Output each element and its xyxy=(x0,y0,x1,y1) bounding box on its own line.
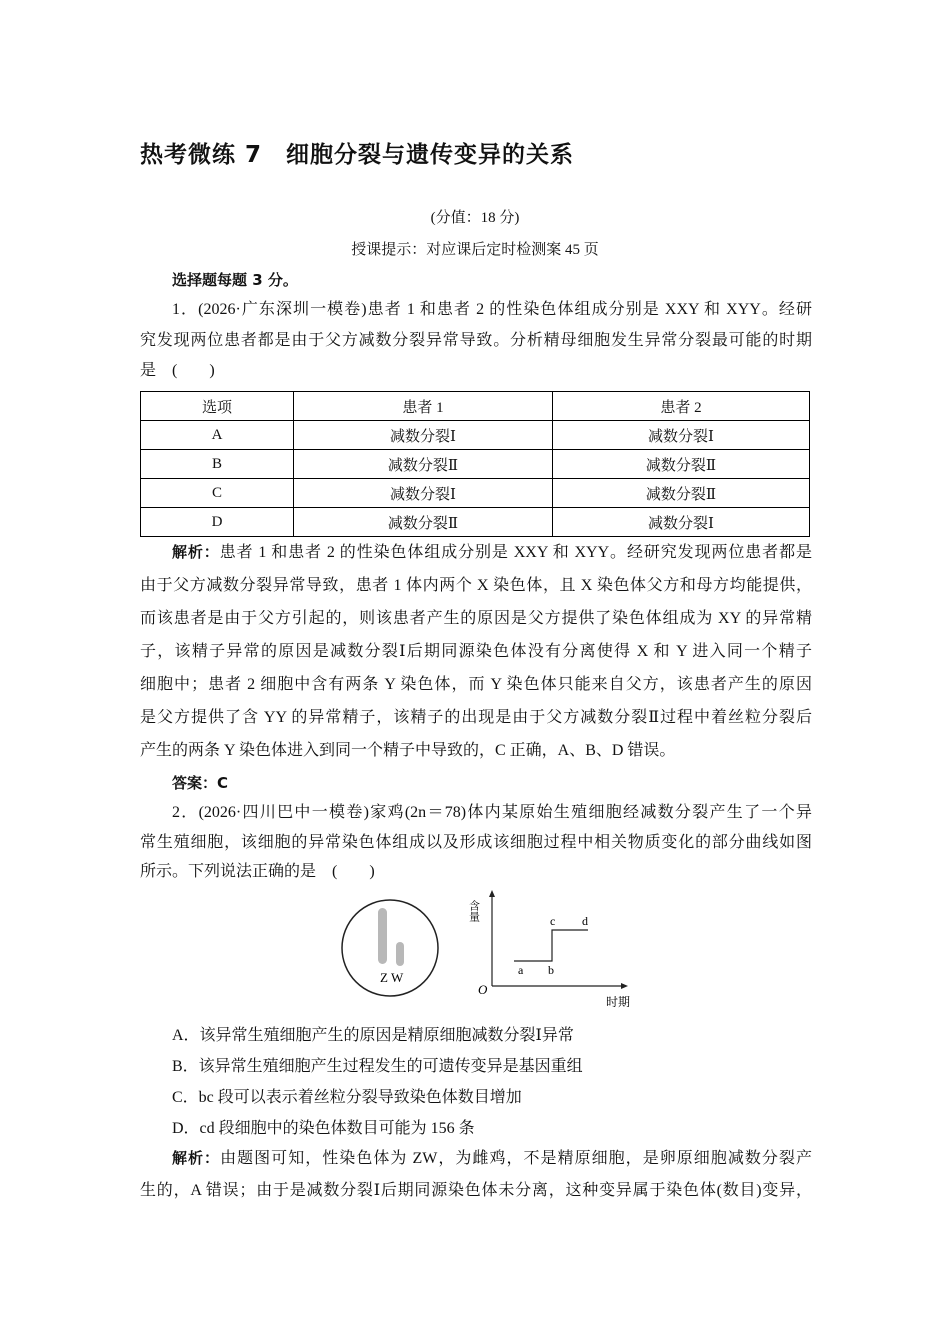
table-cell: 减数分裂Ⅱ xyxy=(294,450,553,479)
q2-option-d: D．cd 段细胞中的染色体数目可能为 156 条 xyxy=(172,1120,475,1137)
q2-line-1: 2．(2026·四川巴中一模卷)家鸡(2n＝78)体内某原始生殖细胞经减数分裂产生了一个异 xyxy=(172,804,812,821)
q2-line-3: 所示。下列说法正确的是 ( ) xyxy=(140,863,375,880)
table-cell: 减数分裂Ⅱ xyxy=(553,479,810,508)
table-cell: D xyxy=(141,508,294,537)
q2-option-c: C．bc 段可以表示着丝粒分裂导致染色体数目增加 xyxy=(172,1089,522,1106)
table-row xyxy=(141,508,810,537)
table-header-cell: 选项 xyxy=(141,392,294,421)
table-cell: 减数分裂Ⅰ xyxy=(553,421,810,450)
content-graph xyxy=(468,890,631,1009)
analysis-label: 解析： xyxy=(172,543,220,561)
table-row xyxy=(141,421,810,450)
point-label-a: a xyxy=(518,963,524,977)
q1-analysis-line-4: 子，该精子异常的原因是减数分裂Ⅰ后期同源染色体没有分离使得 X 和 Y 进入同一个精子 xyxy=(140,643,812,660)
q2-analysis-line-1 xyxy=(172,1148,812,1169)
x-axis-label: 时期 xyxy=(606,995,631,1009)
table-row xyxy=(141,450,810,479)
table-cell: B xyxy=(141,450,294,479)
y-axis-arrow-icon xyxy=(489,890,495,897)
q1-analysis-line-1 xyxy=(172,542,812,563)
analysis-text: 由题图可知，性染色体为 ZW，为雌鸡，不是精原细胞，是卵原细胞减数分裂产 xyxy=(220,1150,812,1167)
q2-figure xyxy=(336,886,656,1012)
x-axis-arrow-icon xyxy=(621,983,628,989)
table-cell: A xyxy=(141,421,294,450)
q1-analysis-line-7: 产生的两条 Y 染色体进入到同一个精子中导致的，C 正确，A、B、D 错误。 xyxy=(140,742,676,759)
table-header-row xyxy=(141,392,810,421)
table-row xyxy=(141,479,810,508)
origin-label: O xyxy=(478,982,488,997)
analysis-label: 解析： xyxy=(172,1149,221,1167)
w-chromosome xyxy=(396,942,404,966)
q1-options-table xyxy=(140,391,810,537)
section-note: 选择题每题 3 分。 xyxy=(172,271,298,289)
cell-diagram xyxy=(342,900,438,996)
point-label-d: d xyxy=(582,914,588,928)
hint-note: 授课提示：对应课后定时检测案 45 页 xyxy=(351,242,599,258)
point-label-b: b xyxy=(548,963,554,977)
q2-option-b: B．该异常生殖细胞产生过程发生的可遗传变异是基因重组 xyxy=(172,1058,583,1075)
z-chromosome xyxy=(378,908,387,964)
page-title: 热考微练 7 细胞分裂与遗传变异的关系 xyxy=(140,142,575,168)
table-cell: 减数分裂Ⅰ xyxy=(553,508,810,537)
point-label-c: c xyxy=(550,914,556,928)
q1-line-2: 究发现两位患者都是由于父方减数分裂异常导致。分析精母细胞发生异常分裂最可能的时期 xyxy=(140,332,812,349)
y-axis-label: 含量 xyxy=(467,900,481,922)
q2-option-a: A．该异常生殖细胞产生的原因是精原细胞减数分裂Ⅰ异常 xyxy=(172,1027,574,1044)
q1-analysis-line-5: 细胞中；患者 2 细胞中含有两条 Y 染色体，而 Y 染色体只能来自父方，该患者产生的原因 xyxy=(140,676,812,693)
table-cell: C xyxy=(141,479,294,508)
q1-analysis-line-6: 是父方提供了含 YY 的异常精子，该精子的出现是由于父方减数分裂Ⅱ过程中着丝粒分裂后 xyxy=(140,709,812,726)
table-cell: 减数分裂Ⅱ xyxy=(553,450,810,479)
table-header-cell: 患者 1 xyxy=(294,392,553,421)
cell-label: Z W xyxy=(380,970,404,985)
content-curve xyxy=(514,930,588,961)
q2-analysis-line-2: 生的，A 错误；由于是减数分裂Ⅰ后期同源染色体未分离，这种变异属于染色体(数目)变异， xyxy=(140,1182,812,1199)
score-note: (分值：18 分) xyxy=(430,210,520,226)
table-cell: 减数分裂Ⅱ xyxy=(294,508,553,537)
q1-analysis-line-2: 由于父方减数分裂异常导致，患者 1 体内两个 X 染色体，且 X 染色体父方和母方均能提供， xyxy=(140,577,812,594)
q1-analysis-line-3: 而该患者是由于父方引起的，则该患者产生的原因是父方提供了染色体组成为 XY 的异常精 xyxy=(140,610,812,627)
table-cell: 减数分裂Ⅰ xyxy=(294,421,553,450)
table-cell: 减数分裂Ⅰ xyxy=(294,479,553,508)
q1-line-3: 是 ( ) xyxy=(140,362,215,379)
analysis-text: 患者 1 和患者 2 的性染色体组成分别是 XXY 和 XYY。经研究发现两位患者都是 xyxy=(219,544,812,561)
q1-line-1: 1．(2026·广东深圳一模卷)患者 1 和患者 2 的性染色体组成分别是 XXY 和 XYY。经研 xyxy=(172,301,812,318)
q1-answer: 答案：C xyxy=(172,774,229,792)
table-header-cell: 患者 2 xyxy=(553,392,810,421)
q2-line-2: 常生殖细胞，该细胞的异常染色体组成以及形成该细胞过程中相关物质变化的部分曲线如图 xyxy=(140,834,812,851)
